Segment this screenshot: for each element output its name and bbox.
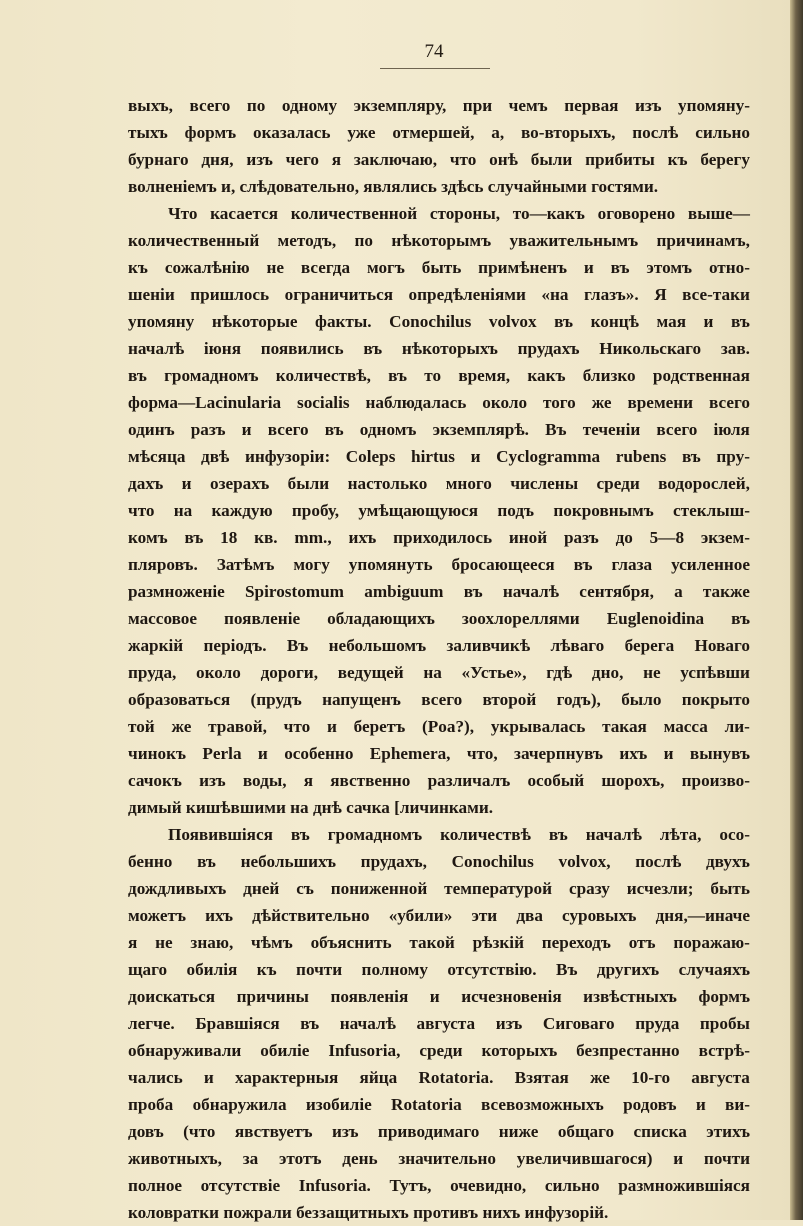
text-line: пляровъ. Затѣмъ могу упомянуть бросающееся въ глаза усиленное	[128, 555, 750, 574]
text-line: дахъ и озерахъ были настолько много числены среди водорослей,	[128, 474, 750, 493]
text-line: коловратки пожрали беззащитныхъ противъ нихъ инфузорій.	[128, 1203, 609, 1222]
text-line: довъ (что явствуетъ изъ приводимаго ниже общаго списка этихъ	[128, 1122, 750, 1141]
text-line: въ громадномъ количествѣ, въ то время, какъ близко родственная	[128, 366, 750, 385]
paragraph	[128, 821, 750, 1226]
text-line: чались и характерныя яйца Rotatoria. Взятая же 10-го августа	[128, 1068, 750, 1087]
text-line: упомяну нѣкоторые факты. Conochilus volvox въ концѣ мая и въ	[128, 312, 750, 331]
text-line: легче. Бравшіяся въ началѣ августа изъ Сиговаго пруда пробы	[128, 1014, 750, 1033]
text-line: къ сожалѣнію не всегда могъ быть примѣненъ и въ этомъ отно-	[128, 258, 750, 277]
text-line: размноженіе Spirostomum ambiguum въ началѣ сентября, а также	[128, 582, 750, 601]
paragraph	[128, 92, 750, 200]
text-line: мѣсяца двѣ инфузоріи: Coleps hirtus и Cyclogramma rubens въ пру-	[128, 447, 750, 466]
header-rule	[380, 68, 490, 69]
text-line: чинокъ Perla и особенно Ephemera, что, зачерпнувъ ихъ и вынувъ	[128, 744, 750, 763]
text-line: тыхъ формъ оказалась уже отмершей, а, во-вторыхъ, послѣ сильно	[128, 123, 750, 142]
text-line: димый кишѣвшими на днѣ сачка [личинками.	[128, 798, 494, 817]
text-line: сачокъ изъ воды, я явственно различалъ особый шорохъ, произво-	[128, 771, 750, 790]
text-line: бенно въ небольшихъ прудахъ, Conochilus volvox, послѣ двухъ	[128, 852, 750, 871]
text-line: форма—Lacinularia socialis наблюдалась около того же времени всего	[128, 393, 750, 412]
text-line: пруда, около дороги, ведущей на «Устье», гдѣ дно, не успѣвши	[128, 663, 750, 682]
text-line: шеніи пришлось ограничиться опредѣленіями «на глазъ». Я все-таки	[128, 285, 750, 304]
text-line: комъ въ 18 кв. mm., ихъ приходилось иной разъ до 5—8 экзем-	[128, 528, 750, 547]
text-line: что на каждую пробу, умѣщающуюся подъ покровнымъ стеклыш-	[128, 501, 750, 520]
text-line: бурнаго дня, изъ чего я заключаю, что онѣ были прибиты къ берегу	[128, 150, 750, 169]
text-line: волненіемъ и, слѣдовательно, являлись здѣсь случайными гостями.	[128, 177, 659, 196]
text-line: одинъ разъ и всего въ одномъ экземплярѣ. Въ теченіи всего іюля	[128, 420, 750, 439]
text-line: проба обнаружила изобиліе Rotatoria всевозможныхъ родовъ и ви-	[128, 1095, 750, 1114]
text-line: дождливыхъ дней съ пониженной температурой сразу исчезли; быть	[128, 879, 750, 898]
text-line: массовое появленіе обладающихъ зоохлореллями Euglenoidina въ	[128, 609, 750, 628]
text-line: Появившіяся въ громадномъ количествѣ въ началѣ лѣта, осо-	[168, 825, 750, 844]
text-line: животныхъ, за этотъ день значительно увеличившагося) и почти	[128, 1149, 750, 1168]
page-number: 74	[424, 41, 444, 62]
text-line: Что касается количественной стороны, то—какъ оговорено выше—	[168, 204, 750, 223]
page-edge	[790, 0, 803, 1220]
text-line: доискаться причины появленія и исчезновенія извѣстныхъ формъ	[128, 987, 750, 1006]
body-text	[128, 92, 750, 1226]
text-line: можетъ ихъ дѣйствительно «убили» эти два суровыхъ дня,—иначе	[128, 906, 750, 925]
text-line: обнаруживали обиліе Infusoria, среди которыхъ безпрестанно встрѣ-	[128, 1041, 750, 1060]
text-line: я не знаю, чѣмъ объяснить такой рѣзкій переходъ отъ поражаю-	[128, 933, 750, 952]
text-line: образоваться (прудъ напущенъ всего второй годъ), было покрыто	[128, 690, 750, 709]
text-line: выхъ, всего по одному экземпляру, при чемъ первая изъ упомяну-	[128, 96, 750, 115]
text-line: щаго обилія къ почти полному отсутствію. Въ другихъ случаяхъ	[128, 960, 750, 979]
text-line: количественный методъ, по нѣкоторымъ уважительнымъ причинамъ,	[128, 231, 750, 250]
text-line: жаркій періодъ. Въ небольшомъ заливчикѣ лѣваго берега Новаго	[128, 636, 750, 655]
text-line: началѣ іюня появились въ нѣкоторыхъ прудахъ Никольскаго зав.	[128, 339, 750, 358]
text-line: полное отсутствіе Infusoria. Тутъ, очевидно, сильно размножившіяся	[128, 1176, 750, 1195]
paragraph	[128, 200, 750, 821]
text-line: той же травой, что и беретъ (Poa?), укрывалась такая масса ли-	[128, 717, 750, 736]
